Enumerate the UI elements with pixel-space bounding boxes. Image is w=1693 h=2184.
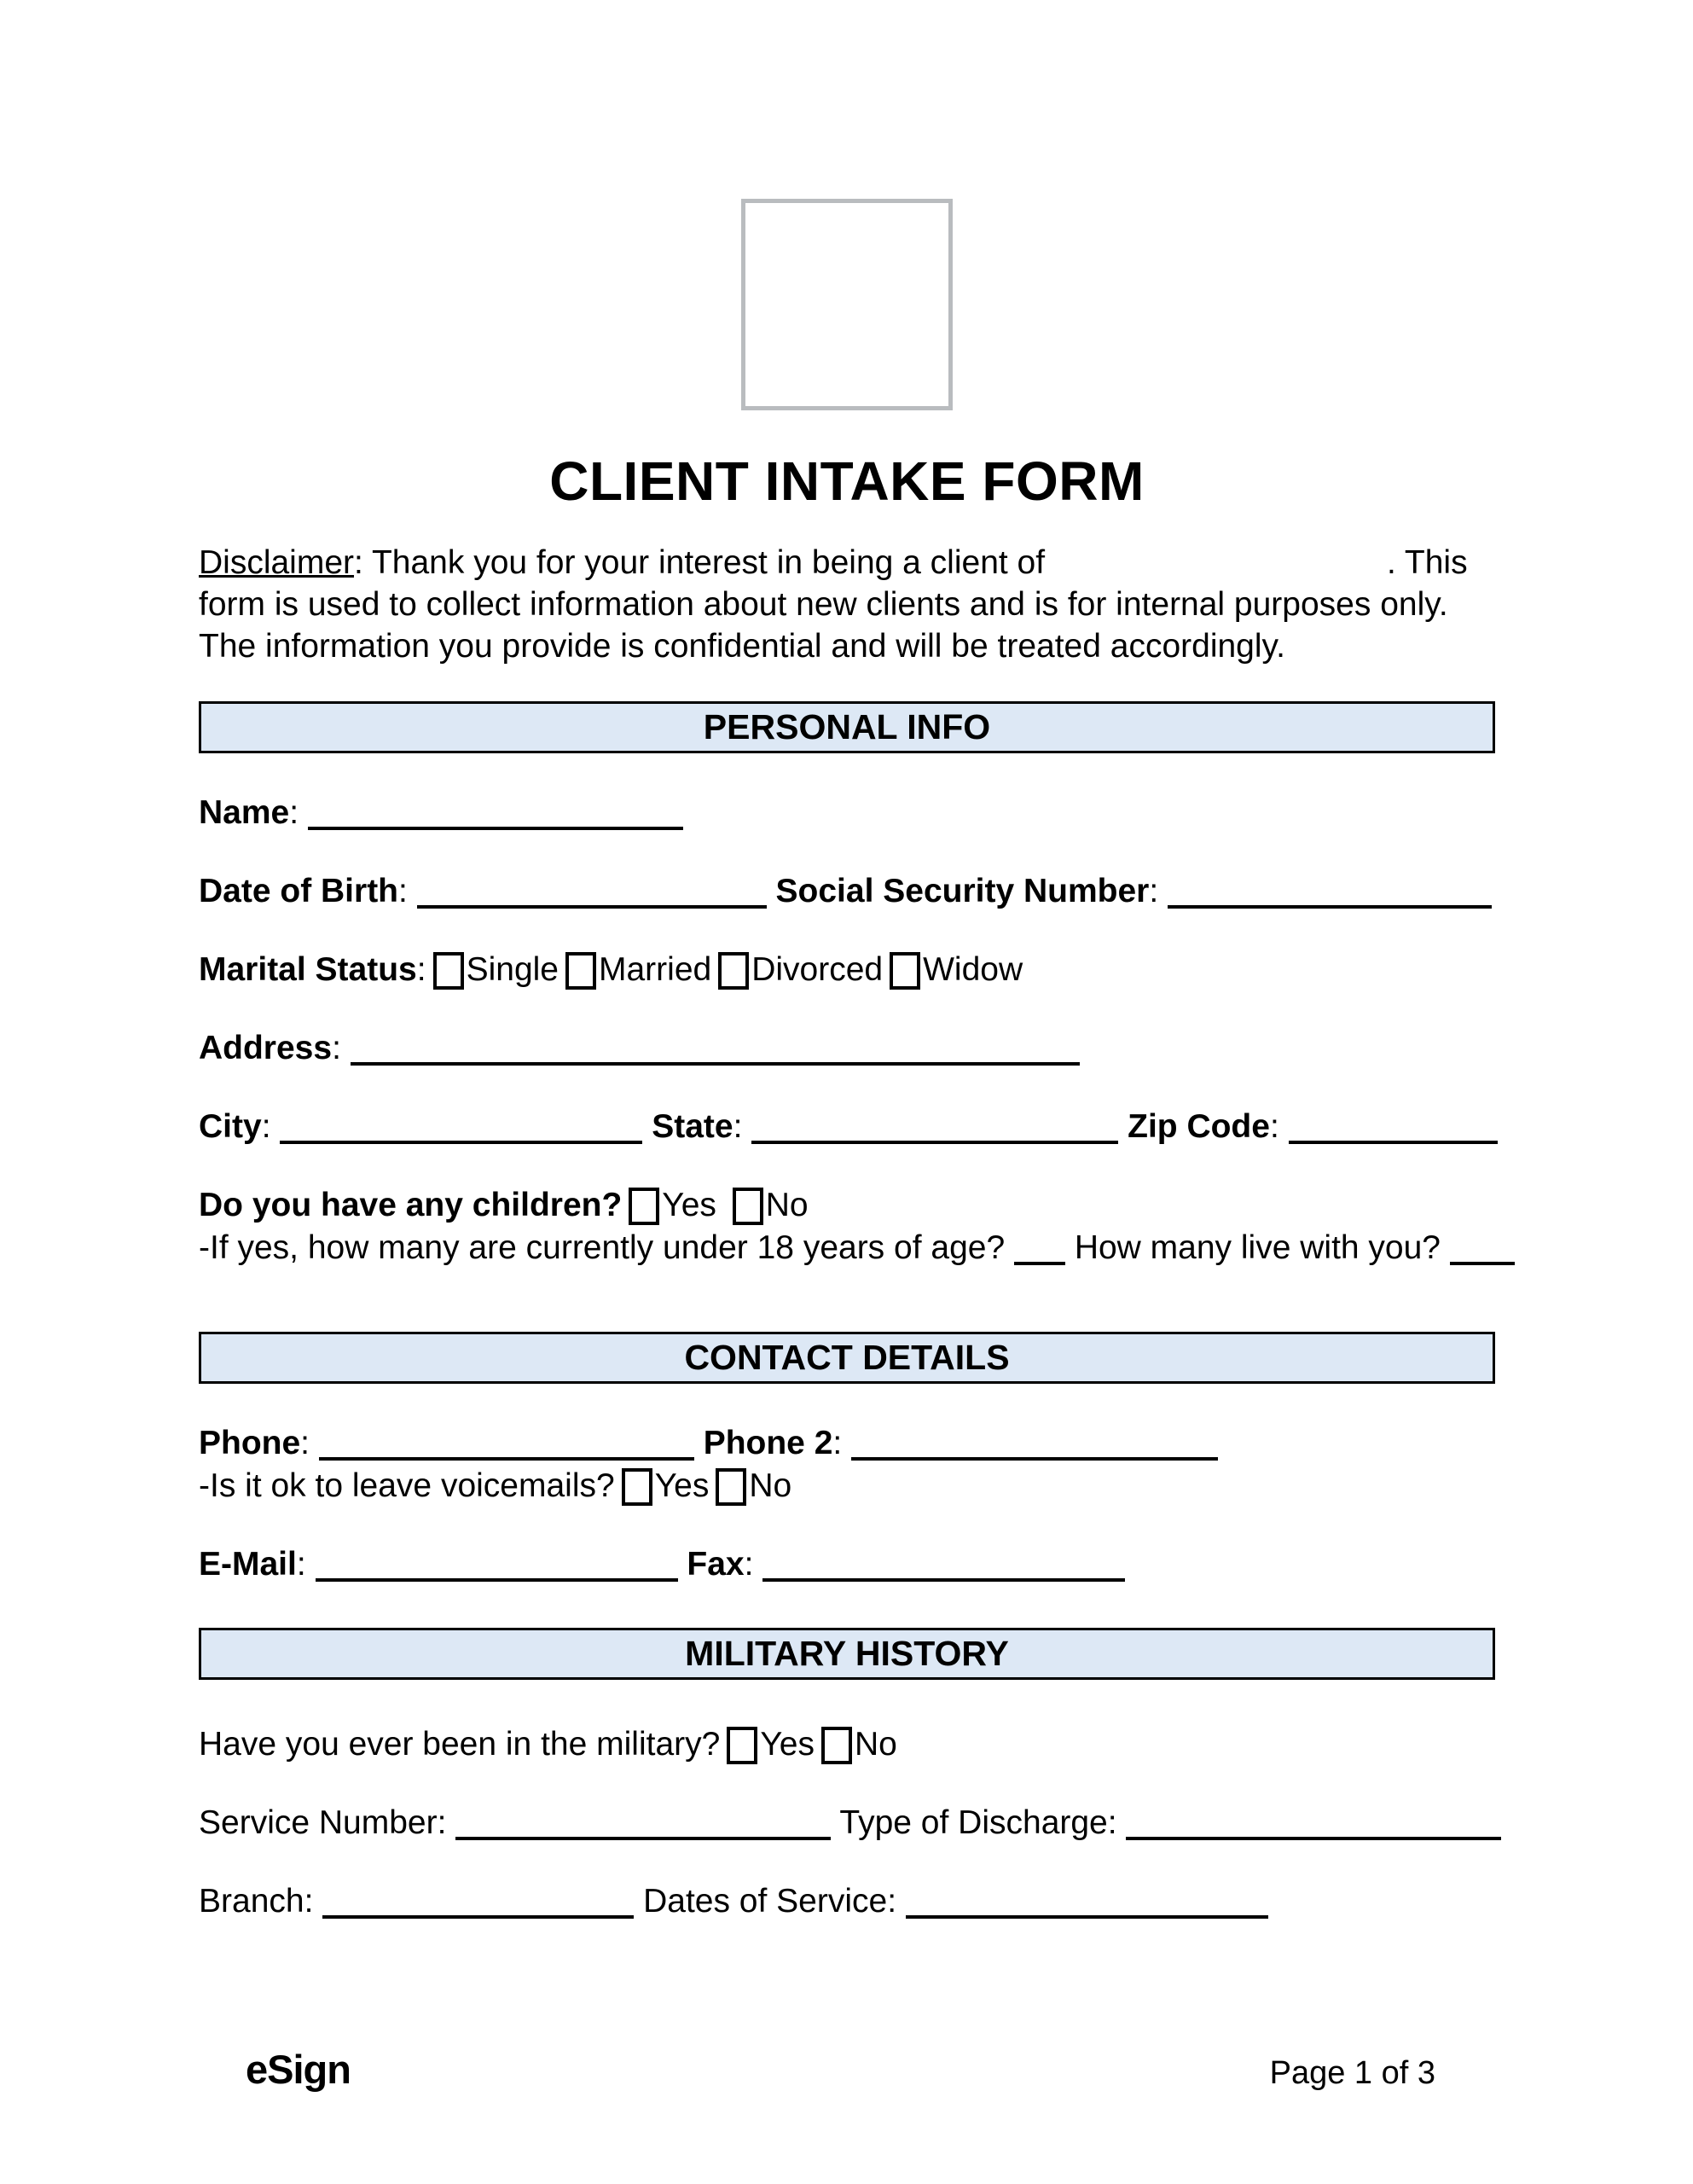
military-no-label: No	[854, 1726, 897, 1763]
discharge-label: Type of Discharge:	[839, 1804, 1117, 1841]
disclaimer-line1-before: : Thank you for your interest in being a client of	[354, 544, 1046, 581]
military-yes-checkbox[interactable]	[727, 1727, 757, 1764]
branch-row	[199, 1881, 1495, 1922]
marital-widow-label: Widow	[923, 951, 1023, 988]
marital-status-label: Marital Status	[199, 951, 417, 988]
marital-widow-checkbox[interactable]	[890, 952, 920, 990]
service-number-blank[interactable]	[455, 1811, 831, 1840]
phone2-label: Phone 2	[703, 1425, 833, 1461]
section-heading-label: MILITARY HISTORY	[685, 1634, 1009, 1673]
dates-of-service-label: Dates of Service:	[643, 1883, 897, 1920]
state-label: State	[652, 1108, 733, 1145]
children-question-label: Do you have any children?	[199, 1187, 623, 1223]
children-followup-row	[199, 1228, 1495, 1269]
marital-divorced-label: Divorced	[751, 951, 884, 988]
voicemail-yes-label: Yes	[654, 1467, 710, 1504]
label-colon: :	[416, 951, 426, 988]
voicemail-question-label: -Is it ok to leave voicemails?	[199, 1467, 615, 1504]
email-fax-row	[199, 1544, 1495, 1585]
service-number-row	[199, 1803, 1495, 1844]
children-under-18-question: -If yes, how many are currently under 18 years of age?	[199, 1229, 1006, 1266]
marital-divorced-checkbox[interactable]	[718, 952, 749, 990]
label-colon: :	[261, 1108, 271, 1145]
disclaimer-line1-after: . This	[1386, 544, 1468, 581]
section-heading-label: PERSONAL INFO	[703, 707, 991, 746]
marital-married-checkbox[interactable]	[565, 952, 596, 990]
dates-of-service-blank[interactable]	[906, 1890, 1268, 1919]
phone-blank[interactable]	[319, 1432, 694, 1461]
address-row	[199, 1028, 1495, 1069]
military-yes-label: Yes	[760, 1726, 815, 1763]
label-colon: :	[744, 1546, 754, 1583]
marital-married-label: Married	[599, 951, 712, 988]
label-colon: :	[398, 873, 408, 909]
ssn-blank[interactable]	[1168, 880, 1492, 909]
marital-single-label: Single	[466, 951, 559, 988]
city-blank[interactable]	[280, 1115, 642, 1144]
email-blank[interactable]	[316, 1553, 678, 1582]
state-blank[interactable]	[751, 1115, 1118, 1144]
label-colon: :	[296, 1546, 306, 1583]
city-label: City	[199, 1108, 262, 1145]
label-colon: :	[832, 1425, 843, 1461]
phone-label: Phone	[199, 1425, 301, 1461]
fax-label: Fax	[687, 1546, 745, 1583]
voicemail-question-row	[199, 1466, 1495, 1507]
voicemail-no-label: No	[749, 1467, 792, 1504]
page-footer	[199, 2046, 1495, 2093]
disclaimer-label: Disclaimer	[199, 544, 355, 581]
zip-code-blank[interactable]	[1289, 1115, 1498, 1144]
name-blank[interactable]	[308, 801, 683, 830]
children-question-row	[199, 1185, 1495, 1226]
section-header-personal-info	[199, 701, 1495, 753]
phone2-blank[interactable]	[851, 1432, 1218, 1461]
label-colon: :	[733, 1108, 743, 1145]
email-label: E-Mail	[199, 1546, 297, 1583]
page-indicator: Page 1 of 3	[1269, 2055, 1435, 2091]
ssn-label: Social Security Number	[775, 873, 1150, 909]
esign-logo: eSign	[246, 2047, 351, 2092]
dob-ssn-row	[199, 871, 1495, 912]
section-header-military-history	[199, 1628, 1495, 1680]
page-title: CLIENT INTAKE FORM	[549, 450, 1145, 512]
section-heading-label: CONTACT DETAILS	[684, 1338, 1010, 1377]
address-label: Address	[199, 1030, 333, 1066]
logo-placeholder-box	[741, 199, 953, 410]
service-number-label: Service Number:	[199, 1804, 447, 1841]
name-row	[199, 793, 1495, 834]
branch-label: Branch:	[199, 1883, 314, 1920]
phone-row	[199, 1423, 1495, 1464]
fax-blank[interactable]	[762, 1553, 1125, 1582]
voicemail-yes-checkbox[interactable]	[622, 1468, 652, 1506]
label-colon: :	[1269, 1108, 1279, 1145]
marital-single-checkbox[interactable]	[433, 952, 464, 990]
discharge-blank[interactable]	[1126, 1811, 1501, 1840]
zip-code-label: Zip Code	[1128, 1108, 1270, 1145]
disclaimer-line3: The information you provide is confidential and will be treated accordingly.	[199, 628, 1285, 665]
military-question-label: Have you ever been in the military?	[199, 1726, 721, 1763]
children-yes-label: Yes	[662, 1187, 716, 1223]
branch-blank[interactable]	[322, 1890, 634, 1919]
children-live-with-blank[interactable]	[1450, 1236, 1515, 1265]
children-under-18-blank[interactable]	[1014, 1236, 1065, 1265]
section-header-contact-details	[199, 1332, 1495, 1384]
marital-status-row	[199, 950, 1495, 990]
disclaimer-paragraph	[199, 542, 1495, 667]
children-yes-checkbox[interactable]	[629, 1188, 659, 1225]
city-state-zip-row	[199, 1107, 1495, 1147]
label-colon: :	[300, 1425, 310, 1461]
label-colon: :	[1149, 873, 1159, 909]
military-no-checkbox[interactable]	[821, 1727, 852, 1764]
date-of-birth-label: Date of Birth	[199, 873, 398, 909]
children-no-checkbox[interactable]	[733, 1188, 763, 1225]
name-label: Name	[199, 794, 290, 831]
military-question-row	[199, 1724, 1495, 1765]
children-live-with-question: How many live with you?	[1074, 1229, 1441, 1266]
date-of-birth-blank[interactable]	[417, 880, 767, 909]
label-colon: :	[289, 794, 299, 831]
address-blank[interactable]	[351, 1037, 1080, 1066]
disclaimer-line2: form is used to collect information about new clients and is for internal purposes only.	[199, 586, 1448, 623]
children-no-label: No	[765, 1187, 809, 1223]
voicemail-no-checkbox[interactable]	[716, 1468, 746, 1506]
label-colon: :	[332, 1030, 341, 1066]
